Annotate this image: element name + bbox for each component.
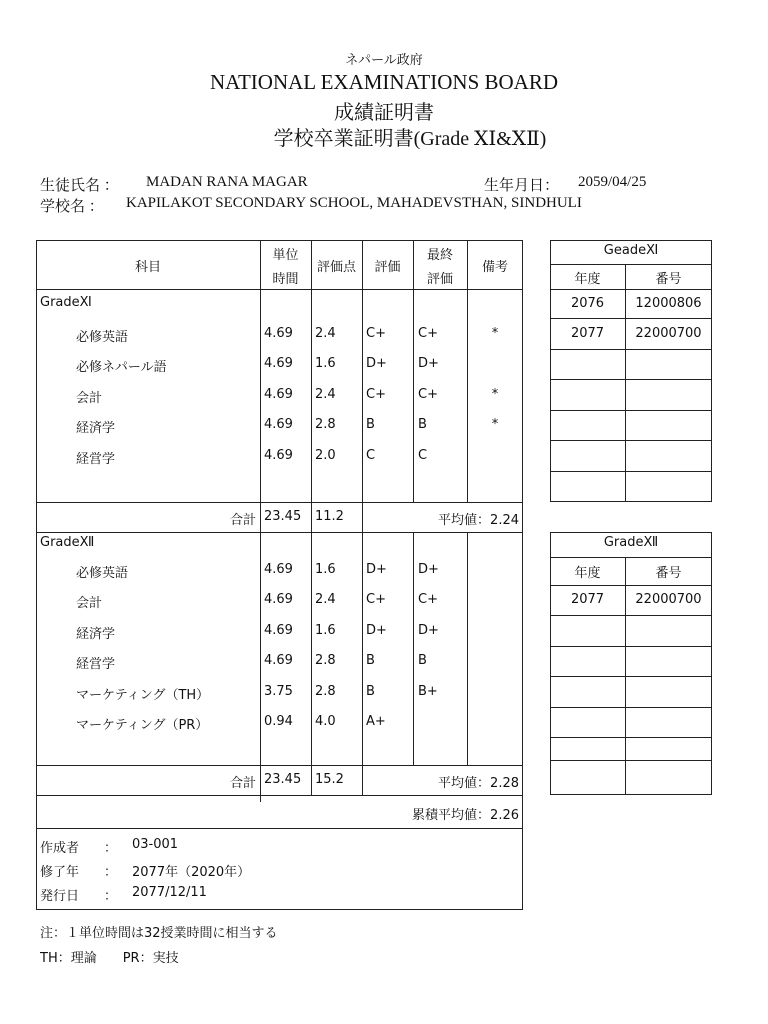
credit: 4.69 — [264, 448, 293, 463]
grade: B — [366, 653, 375, 668]
final-grade: B — [418, 653, 427, 668]
completion-year-label: 修了年 — [40, 865, 80, 880]
grade12-total-gp: 15.2 — [315, 772, 344, 787]
col-header-final-top: 最終 — [426, 248, 453, 263]
dob-label: 生年月日： — [484, 178, 560, 194]
grade: D+ — [366, 562, 387, 577]
remark: * — [491, 417, 499, 432]
grade: D+ — [366, 356, 387, 371]
credit: 3.75 — [264, 684, 293, 699]
grade: C — [366, 448, 376, 463]
completion-year-value: 2077年（2020年） — [132, 865, 251, 880]
grade: C+ — [366, 387, 386, 402]
grade: C+ — [366, 326, 386, 341]
final-grade: D+ — [418, 623, 439, 638]
side12-title: GradeⅫ — [603, 535, 659, 550]
note-abbreviations: TH：理論 PR：実技 — [40, 951, 179, 966]
school-label: 学校名 ： — [40, 199, 104, 215]
credit: 4.69 — [264, 356, 293, 371]
author-label: 作成者 — [40, 841, 80, 856]
subject-name: 経営学 — [76, 452, 116, 467]
grade11-total-gp: 11.2 — [315, 509, 344, 524]
issue-date-sep: ： — [104, 889, 118, 904]
remark: * — [491, 387, 499, 402]
final-grade: C+ — [418, 326, 438, 341]
grade: B — [366, 684, 375, 699]
number: 22000700 — [635, 592, 702, 607]
grade-point: 2.4 — [315, 592, 336, 607]
grade-point: 2.8 — [315, 684, 336, 699]
side12-col-year: 年度 — [574, 566, 601, 581]
col-header-remarks: 備考 — [481, 260, 508, 275]
grade12-total-credit: 23.45 — [264, 772, 302, 787]
number: 22000700 — [635, 326, 702, 341]
subject-name: 経済学 — [76, 627, 116, 642]
credit: 4.69 — [264, 417, 293, 432]
credit: 4.69 — [264, 326, 293, 341]
grade-point: 1.6 — [315, 356, 336, 371]
side12-col-number: 番号 — [655, 566, 682, 581]
student-name-label: 生徒氏名 ： — [40, 178, 119, 194]
dob-value: 2059/04/25 — [578, 174, 647, 190]
final-grade: C+ — [418, 387, 438, 402]
year: 2077 — [570, 592, 605, 607]
subject-name: 経営学 — [76, 657, 116, 672]
subject-name: マーケティング（TH） — [76, 688, 210, 703]
subject-name: 必修英語 — [76, 330, 129, 345]
grade: B — [366, 417, 375, 432]
note-credit-hours: 注：１単位時間は32授業時間に相当する — [40, 926, 278, 941]
col-header-final-bottom: 評価 — [426, 272, 453, 287]
grade-point: 2.4 — [315, 387, 336, 402]
grade-point: 1.6 — [315, 562, 336, 577]
grade-point: 2.4 — [315, 326, 336, 341]
year: 2076 — [570, 296, 605, 311]
credit: 4.69 — [264, 653, 293, 668]
credit: 4.69 — [264, 387, 293, 402]
grade12-total-label: 合計 — [229, 776, 256, 791]
credit: 4.69 — [264, 562, 293, 577]
grade11-average: 平均値：2.24 — [438, 513, 519, 528]
final-grade: C — [418, 448, 428, 463]
grade-point: 2.8 — [315, 653, 336, 668]
government-label: ネパール政府 — [345, 53, 423, 68]
school-name: KAPILAKOT SECONDARY SCHOOL, MAHADEVSTHAN, SINDHULI — [126, 195, 582, 211]
document-title: 成績証明書 — [334, 100, 434, 124]
col-header-subject: 科目 — [134, 260, 161, 275]
credit: 4.69 — [264, 592, 293, 607]
subject-name: 会計 — [76, 596, 103, 611]
side11-col-year: 年度 — [574, 272, 601, 287]
grade12-label: GradeⅫ — [40, 535, 95, 550]
grade-point: 2.0 — [315, 448, 336, 463]
col-header-credit-top: 単位 — [272, 248, 299, 263]
col-header-grade-point: 評価点 — [316, 260, 356, 275]
final-grade: D+ — [418, 356, 439, 371]
issue-date-label: 発行日 — [40, 889, 80, 904]
student-name: MADAN RANA MAGAR — [146, 174, 308, 190]
col-header-grade: 評価 — [374, 260, 401, 275]
document-subtitle: 学校卒業証明書(Grade ⅩⅠ&ⅩⅡ) — [273, 128, 547, 150]
grade11-total-credit: 23.45 — [264, 509, 302, 524]
grade-point: 1.6 — [315, 623, 336, 638]
author-value: 03-001 — [132, 837, 179, 852]
number: 12000806 — [635, 296, 702, 311]
final-grade: B+ — [418, 684, 438, 699]
subject-name: 経済学 — [76, 421, 116, 436]
grade12-average: 平均値：2.28 — [438, 776, 519, 791]
grade-point: 4.0 — [315, 714, 336, 729]
grade: D+ — [366, 623, 387, 638]
subject-name: マーケティング（PR） — [76, 718, 209, 733]
subject-name: 必修英語 — [76, 566, 129, 581]
col-header-credit-bottom: 時間 — [272, 272, 299, 287]
completion-year-sep: ： — [104, 865, 118, 880]
grade: C+ — [366, 592, 386, 607]
side11-title: GeadeⅪ — [603, 243, 659, 258]
credit: 0.94 — [264, 714, 293, 729]
final-grade: D+ — [418, 562, 439, 577]
year: 2077 — [570, 326, 605, 341]
subject-name: 必修ネパール語 — [76, 360, 167, 375]
remark: * — [491, 326, 499, 341]
final-grade: B — [418, 417, 427, 432]
board-title: NATIONAL EXAMINATIONS BOARD — [209, 70, 559, 94]
issue-date-value: 2077/12/11 — [132, 885, 207, 900]
cumulative-average: 累積平均値：2.26 — [412, 808, 519, 823]
credit: 4.69 — [264, 623, 293, 638]
grade11-total-label: 合計 — [229, 513, 256, 528]
author-sep: ： — [104, 841, 118, 856]
grade-point: 2.8 — [315, 417, 336, 432]
final-grade: C+ — [418, 592, 438, 607]
grade: A+ — [366, 714, 386, 729]
grade11-label: GradeⅪ — [40, 295, 92, 310]
subject-name: 会計 — [76, 391, 103, 406]
side11-col-number: 番号 — [655, 272, 682, 287]
